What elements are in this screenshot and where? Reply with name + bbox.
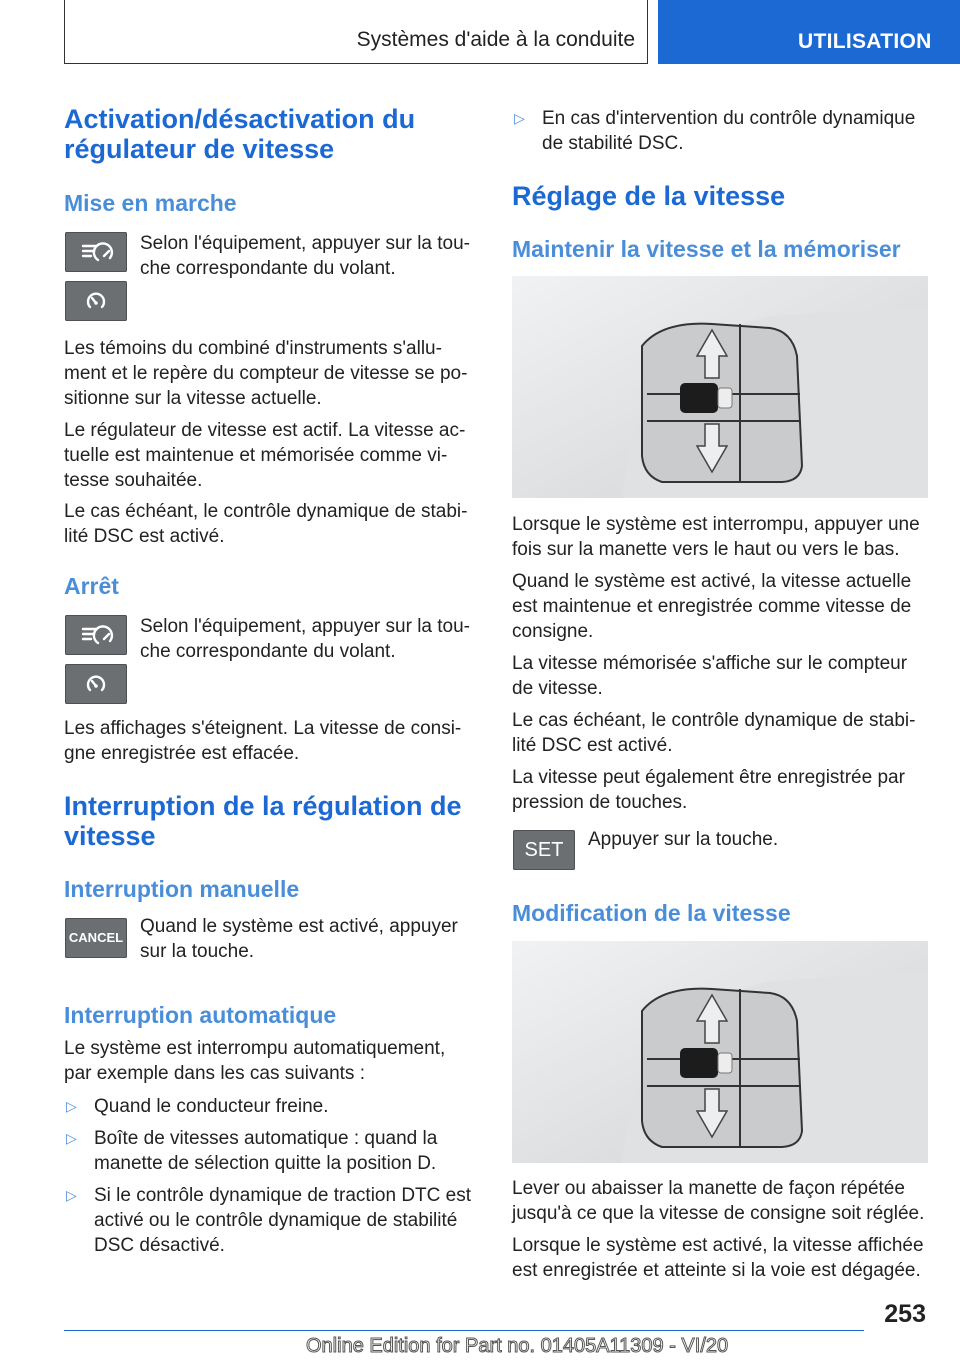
triangle-bullet-icon: ▷ [66,1187,77,1203]
list-item: ▷ En cas d'intervention du contrôle dynamique de stabilité DSC. [514,108,916,154]
arret-instruction: Selon l'équipement, appuyer sur la tou- che correspondante du volant. [140,616,470,662]
paragraph-temoins: Les témoins du combiné d'instruments s'allu- ment et le repère du compteur de vitesse se po- sitionne sur la vitesse actuelle. [64,338,468,409]
page-number: 253 [884,1300,926,1328]
paragraph-touches: La vitesse peut également être enregistrée par pression de touches. [512,767,905,813]
paragraph-quand: Quand le système est activé, la vitesse actuelle est maintenue et enregistrée comme vitesse de consigne. [512,571,912,642]
marche-instruction: Selon l'équipement, appuyer sur la tou- che correspondante du volant. [140,233,470,279]
footer-rule [64,1330,864,1331]
header-tab [658,0,960,64]
paragraph-auto: Le système est interrompu automatiquement, par exemple dans les cas suivants : [64,1038,446,1084]
triangle-bullet-icon: ▷ [66,1130,77,1146]
paragraph-dsc-right: Le cas échéant, le contrôle dynamique de stabi- lité DSC est activé. [512,710,916,756]
list-item: ▷ Boîte de vitesses automatique : quand la manette de sélection quitte la position D. [66,1128,438,1174]
heading-maintenir: Maintenir la vitesse et la mémoriser [512,236,901,262]
paragraph-affichages: Les affichages s'éteignent. La vitesse de consi- gne enregistrée est effacée. [64,718,462,764]
paragraph-interrompu: Lorsque le système est interrompu, appuyer une fois sur la manette vers le haut ou vers le bas. [512,514,920,560]
cruise-control-button-icon-2 [65,615,127,655]
triangle-bullet-icon: ▷ [514,110,525,126]
manuelle-instruction: Quand le système est activé, appuyer sur la touche. [140,916,458,962]
heading-mise-en-marche: Mise en marche [64,190,237,216]
cancel-button-icon: CANCEL [65,918,127,958]
heading-interruption-automatique: Interruption automatique [64,1002,337,1028]
speedometer-button-icon-2 [65,664,127,704]
list-item: ▷ Si le contrôle dynamique de traction DTC est activé ou le contrôle dynamique de stabilité DSC désactivé. [66,1185,472,1256]
paragraph-dsc-left: Le cas échéant, le contrôle dynamique de stabi- lité DSC est activé. [64,501,468,547]
header-tab-label: UTILISATION [798,30,932,53]
set-instruction: Appuyer sur la touche. [588,829,779,850]
paragraph-actif: Le régulateur de vitesse est actif. La vitesse ac- tuelle est maintenue et mémorisée comme vi- tesse souhaitée. [64,420,466,491]
cruise-control-button-icon [65,232,127,272]
speedometer-button-icon [65,281,127,321]
steering-wheel-photo-2 [512,941,928,1163]
paragraph-memorisee: La vitesse mémorisée s'affiche sur le compteur de vitesse. [512,653,908,699]
steering-wheel-photo [512,276,928,498]
heading-modification: Modification de la vitesse [512,900,791,926]
set-button-icon: SET [513,830,575,870]
footer-edition: Online Edition for Part no. 01405A11309 - VI/20 [306,1335,729,1357]
paragraph-lorsque: Lorsque le système est activé, la vitesse affichée est enregistrée et atteinte si la voie est dégagée. [512,1235,924,1281]
triangle-bullet-icon: ▷ [66,1098,77,1114]
heading-activation: Activation/désactivation du régulateur de vitesse [64,104,416,164]
heading-arret: Arrêt [64,573,119,599]
heading-interruption: Interruption de la régulation de vitesse [64,791,462,851]
header-section-title: Systèmes d'aide à la conduite [356,28,635,51]
heading-reglage: Réglage de la vitesse [512,181,786,211]
heading-interruption-manuelle: Interruption manuelle [64,876,300,902]
paragraph-lever: Lever ou abaisser la manette de façon répétée jusqu'à ce que la vitesse de consigne soit réglée. [512,1178,925,1224]
header-section-box [64,0,648,64]
